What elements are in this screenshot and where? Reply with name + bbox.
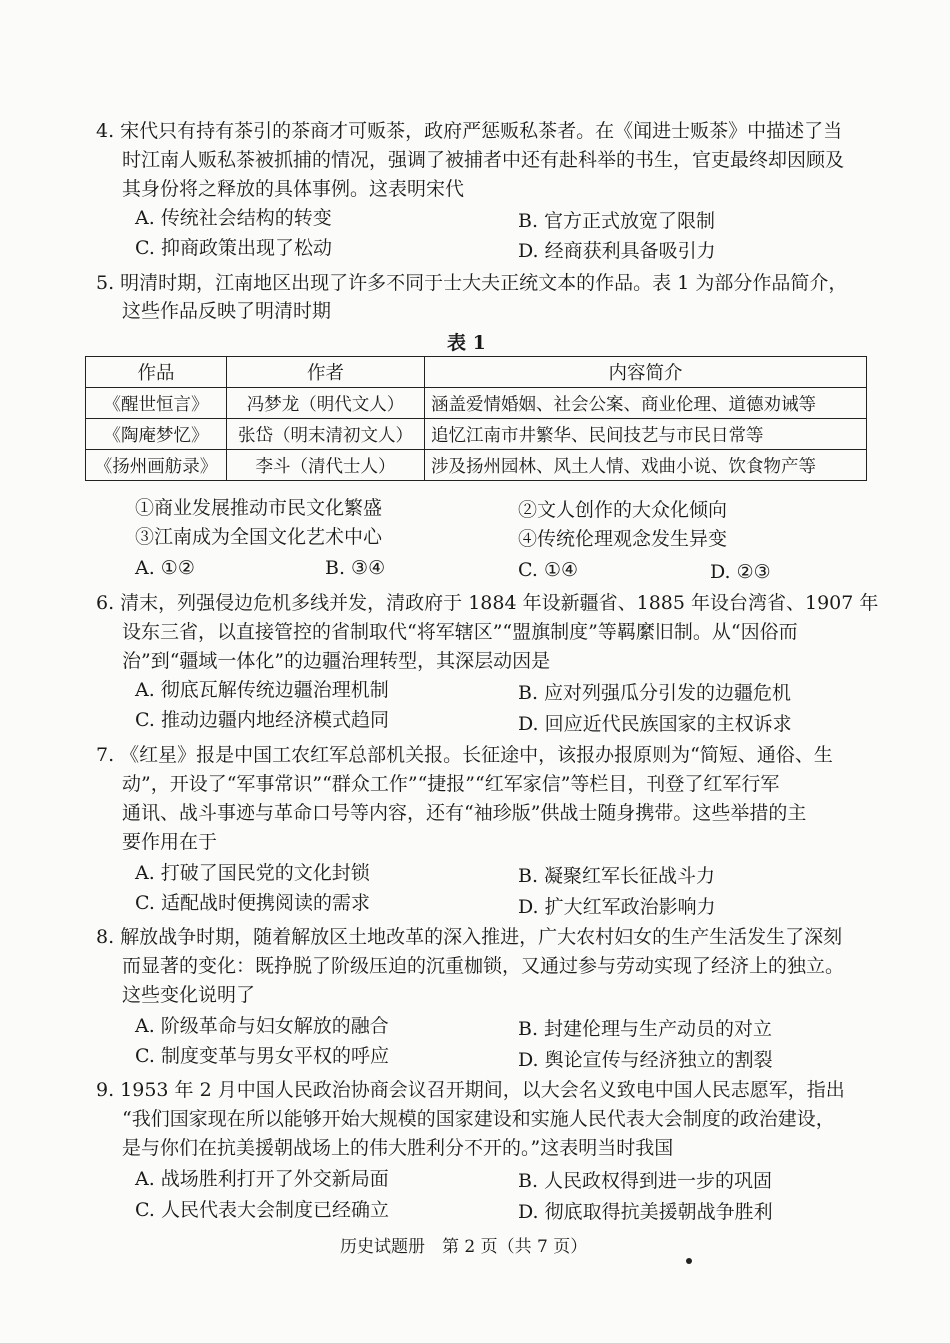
table-cell-work: 《扬州画舫录》 bbox=[86, 450, 227, 481]
table-row bbox=[86, 388, 867, 419]
q8-option-a[interactable]: A. 阶级革命与妇女解放的融合 bbox=[135, 1015, 389, 1037]
q7-line-1: 7. 《红星》报是中国工农红军总部机关报。长征途中，该报办报原则为“简短、通俗、生 bbox=[96, 744, 833, 766]
q8-option-b[interactable]: B. 封建伦理与生产动员的对立 bbox=[518, 1018, 773, 1040]
table-cell-work: 《醒世恒言》 bbox=[86, 388, 227, 419]
q9-option-b[interactable]: B. 人民政权得到进一步的巩固 bbox=[518, 1170, 773, 1192]
q7-option-a[interactable]: A. 打破了国民党的文化封锁 bbox=[135, 862, 370, 884]
q7-option-b[interactable]: B. 凝聚红军长征战斗力 bbox=[518, 865, 716, 887]
q9-line-2: “我们国家现在所以能够开始大规模的国家建设和实施人民代表大会制度的政治建设， bbox=[122, 1108, 835, 1130]
works-table bbox=[85, 356, 867, 481]
table-cell-summary: 涵盖爱情婚姻、社会公案、商业伦理、道德劝诫等 bbox=[425, 388, 867, 419]
q9-option-d[interactable]: D. 彻底取得抗美援朝战争胜利 bbox=[518, 1201, 773, 1223]
q8-option-c[interactable]: C. 制度变革与男女平权的呼应 bbox=[135, 1045, 389, 1067]
q6-line-3: 治”到“疆域一体化”的边疆治理转型，其深层动因是 bbox=[122, 650, 551, 672]
table-cell-author: 张岱（明末清初文人） bbox=[227, 419, 425, 450]
q8-option-d[interactable]: D. 舆论宣传与经济独立的割裂 bbox=[518, 1049, 773, 1071]
q4-option-a[interactable]: A. 传统社会结构的转变 bbox=[135, 207, 332, 229]
q4-option-d[interactable]: D. 经商获利具备吸引力 bbox=[518, 240, 716, 262]
q4-option-c[interactable]: C. 抑商政策出现了松动 bbox=[135, 237, 332, 259]
q4-option-b[interactable]: B. 官方正式放宽了限制 bbox=[518, 210, 716, 232]
q6-option-a[interactable]: A. 彻底瓦解传统边疆治理机制 bbox=[135, 679, 389, 701]
q5-option-d[interactable]: D. ②③ bbox=[710, 561, 771, 583]
q9-option-c[interactable]: C. 人民代表大会制度已经确立 bbox=[135, 1199, 389, 1221]
q4-line-3: 其身份将之释放的具体事例。这表明宋代 bbox=[122, 178, 465, 200]
q9-line-1: 9. 1953 年 2 月中国人民政治协商会议召开期间，以大会名义致电中国人民志愿军，指出 bbox=[96, 1079, 845, 1101]
table-header-author: 作者 bbox=[227, 357, 425, 388]
table-row bbox=[86, 450, 867, 481]
q6-option-c[interactable]: C. 推动边疆内地经济模式趋同 bbox=[135, 709, 389, 731]
table-cell-author: 李斗（清代士人） bbox=[227, 450, 425, 481]
q6-line-2: 设东三省，以直接管控的省制取代“将军辖区”“盟旗制度”等羁縻旧制。从“因俗而 bbox=[122, 621, 798, 643]
table-cell-author: 冯梦龙（明代文人） bbox=[227, 388, 425, 419]
q7-option-d[interactable]: D. 扩大红军政治影响力 bbox=[518, 896, 716, 918]
table-header-summary: 内容简介 bbox=[425, 357, 867, 388]
q5-option-b[interactable]: B. ③④ bbox=[325, 557, 386, 579]
q5-line-1: 5. 明清时期，江南地区出现了许多不同于士大夫正统文本的作品。表 1 为部分作品简介， bbox=[96, 272, 848, 294]
q8-line-2: 而显著的变化：既挣脱了阶级压迫的沉重枷锁，又通过参与劳动实现了经济上的独立。 bbox=[122, 955, 845, 977]
q5-option-c[interactable]: C. ①④ bbox=[518, 559, 579, 581]
q5-line-2: 这些作品反映了明清时期 bbox=[122, 300, 332, 322]
q7-line-3: 通讯、战斗事迹与革命口号等内容，还有“袖珍版”供战士随身携带。这些举措的主 bbox=[122, 802, 807, 824]
q5-statement-4: ④传统伦理观念发生异变 bbox=[518, 528, 728, 550]
q8-line-1: 8. 解放战争时期，随着解放区土地改革的深入推进，广大农村妇女的生产生活发生了深刻 bbox=[96, 926, 843, 948]
q6-option-d[interactable]: D. 回应近代民族国家的主权诉求 bbox=[518, 713, 792, 735]
q8-line-3: 这些变化说明了 bbox=[122, 984, 256, 1006]
table-caption: 表 1 bbox=[447, 332, 486, 354]
q6-option-b[interactable]: B. 应对列强瓜分引发的边疆危机 bbox=[518, 682, 792, 704]
q7-option-c[interactable]: C. 适配战时便携阅读的需求 bbox=[135, 892, 370, 914]
q5-statement-1: ①商业发展推动市民文化繁盛 bbox=[135, 497, 383, 519]
table-header-row bbox=[86, 357, 867, 388]
q4-line-2: 时江南人贩私茶被抓捕的情况，强调了被捕者中还有赴科举的书生，官吏最终却因顾及 bbox=[122, 149, 845, 171]
table-cell-summary: 追忆江南市井繁华、民间技艺与市民日常等 bbox=[425, 419, 867, 450]
q4-line-1: 4. 宋代只有持有茶引的茶商才可贩茶，政府严惩贩私茶者。在《闻进士贩茶》中描述了当 bbox=[96, 120, 843, 142]
q5-option-a[interactable]: A. ①② bbox=[135, 557, 195, 579]
q5-statement-3: ③江南成为全国文化艺术中心 bbox=[135, 526, 383, 548]
q9-option-a[interactable]: A. 战场胜利打开了外交新局面 bbox=[135, 1168, 389, 1190]
q5-statement-2: ②文人创作的大众化倾向 bbox=[518, 499, 728, 521]
q7-line-2: 动”，开设了“军事常识”“群众工作”“捷报”“红军家信”等栏目，刊登了红军行军 bbox=[122, 773, 780, 795]
q9-line-3: 是与你们在抗美援朝战场上的伟大胜利分不开的。”这表明当时我国 bbox=[122, 1137, 674, 1159]
table-cell-work: 《陶庵梦忆》 bbox=[86, 419, 227, 450]
table-header-work: 作品 bbox=[86, 357, 227, 388]
q7-line-4: 要作用在于 bbox=[122, 831, 218, 853]
ink-dot bbox=[686, 1258, 692, 1264]
table-cell-summary: 涉及扬州园林、风土人情、戏曲小说、饮食物产等 bbox=[425, 450, 867, 481]
page-footer: 历史试题册 第 2 页（共 7 页） bbox=[340, 1237, 588, 1257]
q6-line-1: 6. 清末，列强侵边危机多线并发，清政府于 1884 年设新疆省、1885 年设台湾省、1907 年 bbox=[96, 592, 879, 614]
table-row bbox=[86, 419, 867, 450]
